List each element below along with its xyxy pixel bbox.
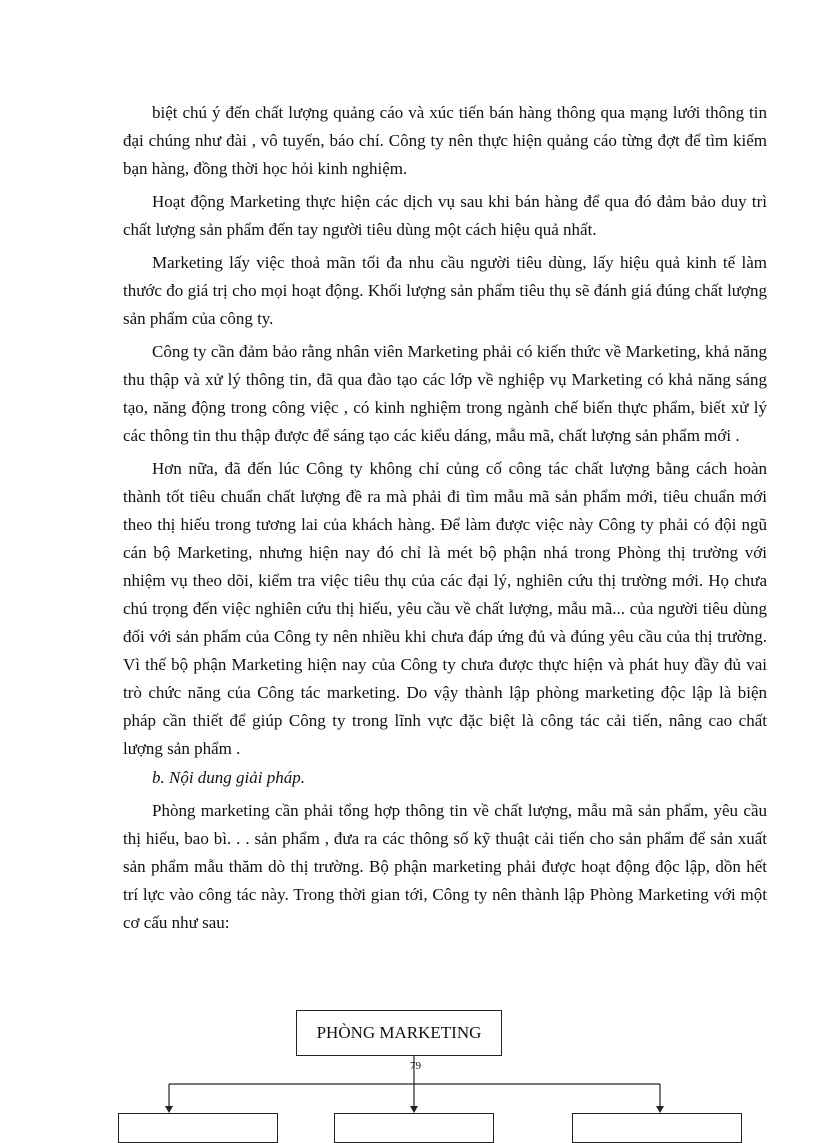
org-chart-child-box-right <box>572 1113 742 1143</box>
org-chart-root-label: PHÒNG MARKETING <box>316 1023 482 1042</box>
org-chart-child-box-left <box>118 1113 278 1143</box>
section-heading: b. Nội dung giải pháp. <box>152 768 306 787</box>
arrow-middle-icon <box>410 1106 418 1113</box>
org-chart-child-box-middle <box>334 1113 494 1143</box>
arrow-left-icon <box>165 1106 173 1113</box>
paragraph-1: biệt chú ý đến chất lượng quảng cáo và xúc tiến bán hàng thông qua mạng lưới thông tin đại chúng như đài , vô tuyến, báo chí. Công ty nên thực hiện quảng cáo từng đợt để tìm kiếm bạn hàng, đồng thời học hỏi kinh nghiệm. <box>123 103 767 178</box>
paragraph-2: Hoạt động Marketing thực hiện các dịch vụ sau khi bán hàng để qua đó đảm bảo duy trì chất lượng sản phẩm đến tay người tiêu dùng một cách hiệu quả nhất. <box>123 192 767 239</box>
paragraph-6: Phòng marketing cần phải tổng hợp thông tin về chất lượng, mẫu mã sản phẩm, yêu cầu thị hiếu, bao bì. . . sản phẩm , đưa ra các thông số kỹ thuật cải tiến cho sản phẩm để sản xuất sản phẩm mẫu thăm dò thị trường. Bộ phận marketing phải được hoạt động độc lập, dồn hết trí lực vào công tác này. Trong thời gian tới, Công ty nên thành lập Phòng Marketing với một cơ cấu như sau: <box>123 801 767 932</box>
org-chart-root-box <box>296 1010 502 1056</box>
page-number: 79 <box>410 1060 421 1072</box>
paragraph-3: Marketing lấy việc thoả mãn tối đa nhu cầu người tiêu dùng, lấy hiệu quả kinh tế làm thước đo giá trị cho mọi hoạt động. Khối lượng sản phẩm tiêu thụ sẽ đánh giá đúng chất lượng sản phẩm của công ty. <box>123 253 767 328</box>
paragraph-5: Hơn nữa, đã đến lúc Công ty không chỉ củng cố công tác chất lượng bằng cách hoàn thành tốt tiêu chuẩn chất lượng đề ra mà phải đi tìm mẫu mã sản phẩm mới, tiêu chuẩn mới theo thị hiếu trong tương lai của khách hàng. Để làm được việc này Công ty phải có đội ngũ cán bộ Marketing, nhưng hiện nay đó chỉ là mét bộ phận nhá trong Phòng thị trường với nhiệm vụ theo dõi, kiểm tra việc tiêu thụ của các đại lý, nghiên cứu thị trường mới. Họ chưa chú trọng đến việc nghiên cứu thị hiếu, yêu cầu về chất lượng, mẫu mã... của người tiêu dùng đối với sản phẩm của Công ty nên nhiều khi chưa đáp ứng đủ và đúng yêu cầu của thị trường. Vì thế bộ phận Marketing hiện nay của Công ty chưa được thực hiện và phát huy đầy đủ vai trò chức năng của Công tác marketing. Do vậy thành lập phòng marketing độc lập là biện pháp cần thiết để giúp Công ty trong lĩnh vực đặc biệt là công tác cải tiến, nâng cao chất lượng sản phẩm . <box>123 459 767 758</box>
arrow-right-icon <box>656 1106 664 1113</box>
paragraph-4: Công ty cần đảm bảo rằng nhân viên Marketing phải có kiến thức về Marketing, khả năng thu thập và xử lý thông tin, đã qua đào tạo các lớp về nghiệp vụ Marketing có khả năng sáng tạo, năng động trong công việc , có kinh nghiệm trong ngành chế biến thực phẩm, biết xử lý các thông tin thu thập được để sáng tạo các kiểu dáng, mẫu mã, chất lượng sản phẩm mới . <box>123 342 767 445</box>
